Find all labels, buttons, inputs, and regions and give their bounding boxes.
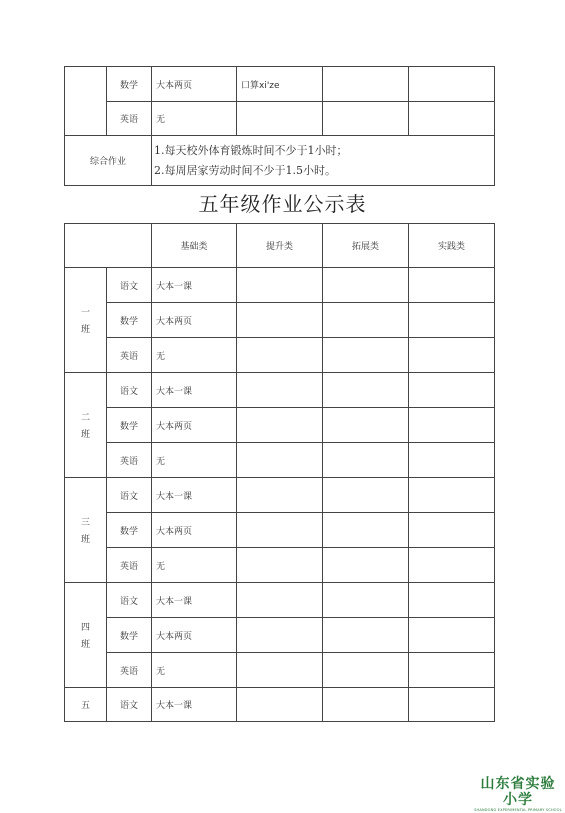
class-name-top: 三 (80, 518, 90, 528)
empty-cell (237, 373, 323, 408)
empty-cell (237, 102, 323, 136)
subject-cell: 英语 (107, 653, 152, 688)
empty-cell (323, 513, 409, 548)
empty-cell (323, 373, 409, 408)
basic-homework-cell: 大本一课 (152, 268, 237, 303)
empty-cell (409, 373, 495, 408)
class-name-bottom: 班 (80, 325, 90, 335)
top-homework-table (64, 66, 495, 186)
empty-cell (409, 67, 495, 102)
basic-homework-cell: 大本两页 (152, 408, 237, 443)
basic-homework-cell: 大本一课 (152, 478, 237, 513)
empty-cell (323, 478, 409, 513)
empty-cell (323, 688, 409, 722)
subject-cell: 语文 (107, 583, 152, 618)
empty-cell (237, 513, 323, 548)
subject-cell: 语文 (107, 688, 152, 722)
empty-cell (323, 102, 409, 136)
empty-cell (323, 618, 409, 653)
subject-cell: 数学 (107, 303, 152, 338)
empty-cell (237, 583, 323, 618)
header-basic: 基础类 (152, 224, 237, 268)
basic-homework-cell: 大本两页 (152, 513, 237, 548)
subject-cell: 数学 (107, 618, 152, 653)
basic-homework-cell: 大本一课 (152, 583, 237, 618)
class-name-cell (65, 268, 107, 373)
class-name-cell (65, 478, 107, 583)
basic-homework-cell: 无 (152, 338, 237, 373)
basic-homework-cell: 无 (152, 548, 237, 583)
class-name-cell (65, 373, 107, 478)
empty-cell (323, 548, 409, 583)
school-logo-cn: 山东省实验小学 (480, 776, 556, 808)
empty-cell (237, 688, 323, 722)
basic-homework-cell: 大本两页 (152, 303, 237, 338)
empty-cell (409, 102, 495, 136)
subject-cell: 英语 (107, 102, 152, 136)
basic-homework-cell: 大本一课 (152, 373, 237, 408)
basic-homework-cell: 大本两页 (152, 67, 237, 102)
school-logo (474, 776, 562, 813)
comprehensive-content (152, 136, 495, 186)
empty-cell (409, 513, 495, 548)
class-name-top: 一 (80, 308, 90, 318)
subject-cell: 数学 (107, 408, 152, 443)
empty-cell (323, 67, 409, 102)
empty-cell (237, 618, 323, 653)
empty-cell (409, 478, 495, 513)
empty-cell (323, 338, 409, 373)
subject-cell: 语文 (107, 268, 152, 303)
basic-homework-cell: 大本一课 (152, 688, 237, 722)
subject-cell: 语文 (107, 373, 152, 408)
comprehensive-label: 综合作业 (65, 136, 152, 186)
empty-cell (237, 478, 323, 513)
empty-cell (409, 548, 495, 583)
class-cell-empty (65, 67, 107, 136)
subject-cell: 语文 (107, 478, 152, 513)
empty-cell (409, 653, 495, 688)
empty-cell (237, 268, 323, 303)
page-title: 五年级作业公示表 (198, 192, 367, 216)
comprehensive-line-2: 2.每周居家劳动时间不少于1.5小时。 (154, 163, 336, 177)
subject-cell: 数学 (107, 67, 152, 102)
subject-cell: 英语 (107, 338, 152, 373)
empty-cell (323, 583, 409, 618)
empty-cell (409, 303, 495, 338)
basic-homework-cell: 无 (152, 653, 237, 688)
grade5-homework-table (64, 223, 495, 722)
subject-cell: 英语 (107, 443, 152, 478)
class-name-bottom: 班 (80, 535, 90, 545)
empty-cell (409, 268, 495, 303)
empty-cell (323, 268, 409, 303)
comprehensive-line-1: 1.每天校外体育锻炼时间不少于1小时； (154, 143, 348, 157)
class-name-top: 二 (80, 413, 90, 423)
empty-cell (323, 408, 409, 443)
empty-cell (237, 653, 323, 688)
subject-cell: 英语 (107, 548, 152, 583)
empty-cell (237, 548, 323, 583)
empty-cell (323, 303, 409, 338)
class-name-bottom: 班 (80, 640, 90, 650)
empty-cell (409, 688, 495, 722)
empty-cell (237, 303, 323, 338)
empty-cell (409, 583, 495, 618)
header-practice: 实践类 (409, 224, 495, 268)
basic-homework-cell: 大本两页 (152, 618, 237, 653)
subject-cell: 数学 (107, 513, 152, 548)
class-name-top: 四 (80, 623, 90, 633)
empty-cell (409, 338, 495, 373)
empty-cell (409, 618, 495, 653)
improve-homework-cell: 口算xi'ze (237, 67, 323, 102)
school-logo-en: SHANDONG EXPERIMENTAL PRIMARY SCHOOL (474, 808, 562, 812)
empty-cell (409, 443, 495, 478)
empty-cell (237, 443, 323, 478)
empty-cell (323, 653, 409, 688)
header-corner (65, 224, 152, 268)
class-name-bottom: 班 (80, 430, 90, 440)
basic-homework-cell: 无 (152, 443, 237, 478)
empty-cell (323, 443, 409, 478)
empty-cell (409, 408, 495, 443)
basic-homework-cell: 无 (152, 102, 237, 136)
empty-cell (237, 338, 323, 373)
class-name-cell: 五 (65, 688, 107, 722)
empty-cell (237, 408, 323, 443)
class-name-cell (65, 583, 107, 688)
header-extend: 拓展类 (323, 224, 409, 268)
header-improve: 提升类 (237, 224, 323, 268)
